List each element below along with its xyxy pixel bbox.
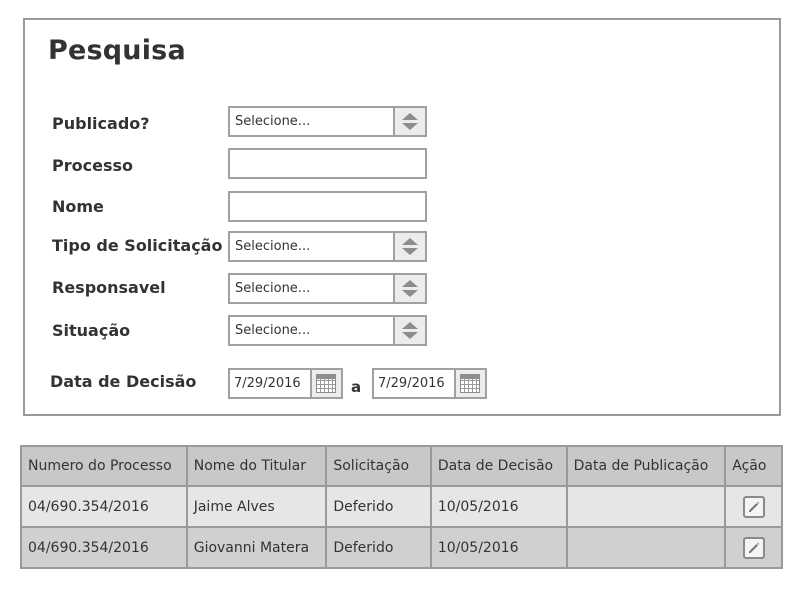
results-table xyxy=(20,445,783,569)
calendar-icon[interactable] xyxy=(454,370,485,397)
processo-input[interactable] xyxy=(228,148,427,179)
responsavel-select[interactable] xyxy=(228,273,427,304)
up-down-arrows-icon[interactable] xyxy=(393,275,425,302)
up-down-arrows-icon[interactable] xyxy=(393,108,425,135)
table-header-row xyxy=(21,446,782,486)
date-range-separator: a xyxy=(351,378,362,396)
col-header-nome-titular[interactable]: Nome do Titular xyxy=(187,446,327,486)
publicado-select[interactable] xyxy=(228,106,427,137)
responsavel-select-value: Selecione... xyxy=(235,281,311,296)
col-header-numero-processo[interactable]: Numero do Processo xyxy=(21,446,187,486)
tipo-solicitacao-select[interactable] xyxy=(228,231,427,262)
situacao-select[interactable] xyxy=(228,315,427,346)
cell-solicitacao: Deferido xyxy=(326,486,430,527)
cell-data-decisao: 10/05/2016 xyxy=(431,486,567,527)
up-down-arrows-icon[interactable] xyxy=(393,233,425,260)
col-header-data-publicacao[interactable]: Data de Publicação xyxy=(567,446,726,486)
cell-nome-titular: Giovanni Matera xyxy=(187,527,327,568)
responsavel-label: Responsavel xyxy=(52,278,166,297)
cell-data-publicacao xyxy=(567,527,726,568)
nome-label: Nome xyxy=(52,197,104,216)
col-header-solicitacao[interactable]: Solicitação xyxy=(326,446,430,486)
table-row[interactable] xyxy=(21,486,782,527)
table-row[interactable] xyxy=(21,527,782,568)
pencil-icon[interactable] xyxy=(743,496,765,518)
cell-numero-processo: 04/690.354/2016 xyxy=(21,527,187,568)
tipo-solicitacao-label: Tipo de Solicitação xyxy=(52,236,223,255)
nome-input[interactable] xyxy=(228,191,427,222)
cell-solicitacao: Deferido xyxy=(326,527,430,568)
pencil-icon[interactable] xyxy=(743,537,765,559)
data-decisao-to-value: 7/29/2016 xyxy=(378,376,445,391)
data-decisao-label: Data de Decisão xyxy=(50,372,197,391)
situacao-label: Situação xyxy=(52,321,131,340)
cell-data-decisao: 10/05/2016 xyxy=(431,527,567,568)
processo-label: Processo xyxy=(52,156,133,175)
publicado-label: Publicado? xyxy=(52,114,150,133)
page-title: Pesquisa xyxy=(48,35,186,66)
col-header-data-decisao[interactable]: Data de Decisão xyxy=(431,446,567,486)
data-decisao-from-input[interactable] xyxy=(228,368,343,399)
data-decisao-from-value: 7/29/2016 xyxy=(234,376,301,391)
cell-nome-titular: Jaime Alves xyxy=(187,486,327,527)
cell-data-publicacao xyxy=(567,486,726,527)
data-decisao-to-input[interactable] xyxy=(372,368,487,399)
cell-acao xyxy=(725,486,782,527)
col-header-acao: Ação xyxy=(725,446,782,486)
cell-acao xyxy=(725,527,782,568)
cell-numero-processo: 04/690.354/2016 xyxy=(21,486,187,527)
publicado-select-value: Selecione... xyxy=(235,114,311,129)
calendar-icon[interactable] xyxy=(310,370,341,397)
situacao-select-value: Selecione... xyxy=(235,323,311,338)
tipo-solicitacao-select-value: Selecione... xyxy=(235,239,311,254)
up-down-arrows-icon[interactable] xyxy=(393,317,425,344)
